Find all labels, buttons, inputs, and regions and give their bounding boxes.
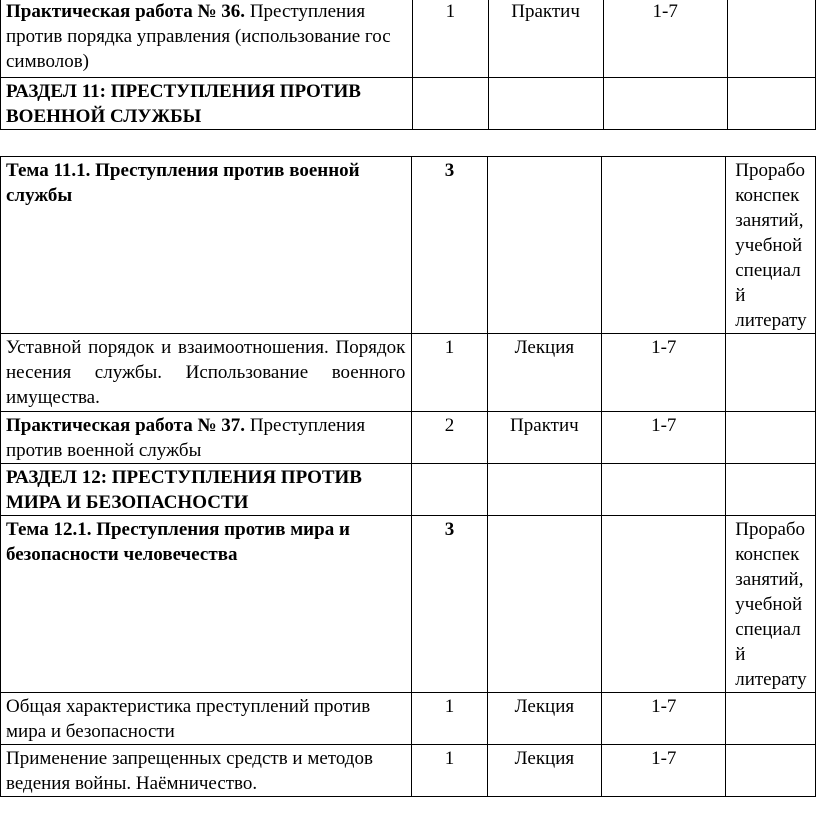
lesson-type-cell: [487, 157, 602, 334]
table-row: [1, 745, 816, 797]
lesson-cell: [1, 0, 413, 78]
lesson-cell: [1, 412, 412, 464]
lesson-type-cell: Лекция: [487, 693, 602, 745]
self-work-cell: [726, 464, 816, 516]
table-row: [1, 334, 816, 412]
topic-title: Тема 12.1. Преступления против мира и безопасности человечества: [1, 516, 412, 693]
hours-cell: 1: [413, 0, 488, 78]
hours-cell: [413, 78, 488, 130]
table-row: [1, 464, 816, 516]
competencies-cell: 1-7: [602, 693, 726, 745]
self-work-cell: [726, 334, 816, 412]
self-work-line: литерату: [735, 310, 807, 331]
self-work-line: занятий,: [735, 569, 804, 590]
competencies-cell: [603, 78, 727, 130]
hours-cell: 3: [412, 516, 487, 693]
competencies-cell: 1-7: [603, 0, 727, 78]
competencies-cell: 1-7: [602, 412, 726, 464]
self-work-cell: [726, 745, 816, 797]
lesson-type-cell: Лекция: [487, 745, 602, 797]
lesson-title: Общая характеристика преступлений против мира и безопасности: [1, 693, 412, 745]
self-work-cell: [726, 693, 816, 745]
self-work-line: занятий,: [735, 210, 804, 231]
topic-title: Тема 11.1. Преступления против военной службы: [1, 157, 412, 334]
self-work-line: учебной: [735, 594, 803, 615]
hours-cell: 1: [412, 693, 487, 745]
lesson-title: Преступления против порядка управления (использование гос символов): [6, 1, 391, 72]
self-work-line: й: [735, 285, 746, 306]
self-work-line: литерату: [735, 669, 807, 690]
hours-cell: 1: [412, 334, 487, 412]
practical-work-number: Практическая работа № 37.: [6, 415, 246, 436]
self-work-line: конспек: [735, 544, 800, 565]
lesson-type-cell: Лекция: [487, 334, 602, 412]
curriculum-table-top: [0, 0, 816, 130]
lesson-type-cell: Практич: [488, 0, 603, 78]
table-row: [1, 157, 816, 334]
section-title: РАЗДЕЛ 11: ПРЕСТУПЛЕНИЯ ПРОТИВ ВОЕННОЙ СЛУЖБЫ: [1, 78, 413, 130]
table-row: [1, 516, 816, 693]
lesson-title: Уставной порядок и взаимоотношения. Порядок несения службы. Использование военного имущества.: [1, 334, 412, 412]
self-work-line: специал: [735, 260, 801, 281]
table-row: [1, 0, 816, 78]
curriculum-table-bottom: [0, 156, 816, 797]
self-work-line: Прорабо: [735, 160, 806, 181]
hours-cell: 3: [412, 157, 487, 334]
self-work-line: специал: [735, 619, 801, 640]
competencies-cell: 1-7: [602, 745, 726, 797]
self-work-cell: [726, 412, 816, 464]
lesson-type-cell: [488, 78, 603, 130]
hours-cell: [412, 464, 487, 516]
table-row: [1, 412, 816, 464]
table-row: [1, 78, 816, 130]
practical-work-number: Практическая работа № 36.: [6, 1, 246, 22]
lesson-type-cell: [487, 464, 602, 516]
competencies-cell: [602, 157, 726, 334]
self-work-line: Прорабо: [735, 519, 806, 540]
lesson-type-cell: [487, 516, 602, 693]
self-work-line: учебной: [735, 235, 803, 256]
hours-cell: 2: [412, 412, 487, 464]
lesson-title: Применение запрещенных средств и методов ведения войны. Наёмничество.: [1, 745, 412, 797]
self-work-cell: [726, 516, 816, 693]
competencies-cell: [602, 464, 726, 516]
self-work-cell: [727, 0, 815, 78]
section-title: РАЗДЕЛ 12: ПРЕСТУПЛЕНИЯ ПРОТИВ МИРА И БЕЗОПАСНОСТИ: [1, 464, 412, 516]
competencies-cell: 1-7: [602, 334, 726, 412]
lesson-title: Преступления против военной службы: [6, 415, 366, 461]
self-work-cell: [726, 157, 816, 334]
table-row: [1, 693, 816, 745]
competencies-cell: [602, 516, 726, 693]
self-work-line: й: [735, 644, 746, 665]
lesson-type-cell: Практич: [487, 412, 602, 464]
hours-cell: 1: [412, 745, 487, 797]
self-work-line: конспек: [735, 185, 800, 206]
self-work-cell: [727, 78, 815, 130]
